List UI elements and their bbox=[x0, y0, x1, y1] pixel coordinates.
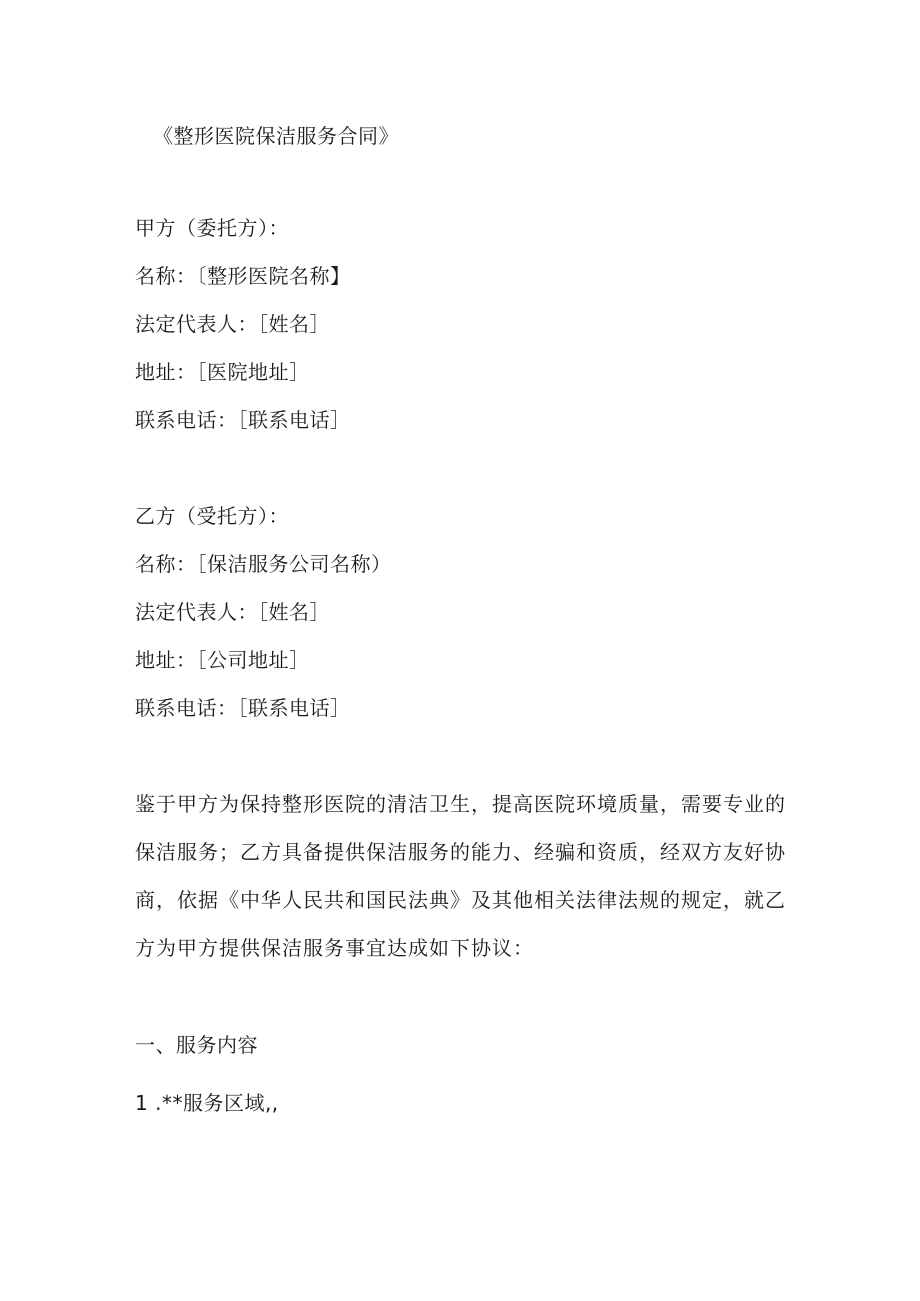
party-a-address: 地址：［医院地址］ bbox=[135, 360, 310, 384]
party-b-legal-rep: 法定代表人：［姓名］ bbox=[135, 600, 330, 624]
party-b-phone: 联系电话：［联系电话］ bbox=[135, 696, 351, 720]
document-title: 《整形医院保洁服务合同》 bbox=[153, 124, 399, 148]
section-1-heading: 一、服务内容 bbox=[135, 1033, 258, 1057]
party-b-heading: 乙方（受托方）： bbox=[135, 504, 289, 528]
party-a-heading: 甲方（委托方）： bbox=[135, 216, 289, 240]
party-a-name: 名称：〔整形医院名称】 bbox=[135, 264, 351, 288]
party-b-name: 名称：［保洁服务公司名称） bbox=[135, 552, 392, 576]
party-a-phone: 联系电话：［联系电话］ bbox=[135, 408, 351, 432]
preamble-line: 鉴于甲方为保持整形医院的清洁卫生，提高医院环境质量，需要专业的 bbox=[135, 792, 786, 816]
preamble-line: 方为甲方提供保洁服务事宜达成如下协议： bbox=[135, 936, 534, 960]
party-a-legal-rep: 法定代表人：［姓名］ bbox=[135, 312, 330, 336]
preamble-line: 商，依据《中华人民共和国民法典》及其他相关法律法规的规定，就乙 bbox=[135, 888, 786, 912]
preamble-line: 保洁服务；乙方具备提供保洁服务的能力、经骗和资质，经双方友好协 bbox=[135, 840, 786, 864]
section-1-item-1: 1 .**服务区域,, bbox=[135, 1091, 279, 1115]
party-b-address: 地址：［公司地址］ bbox=[135, 648, 310, 672]
